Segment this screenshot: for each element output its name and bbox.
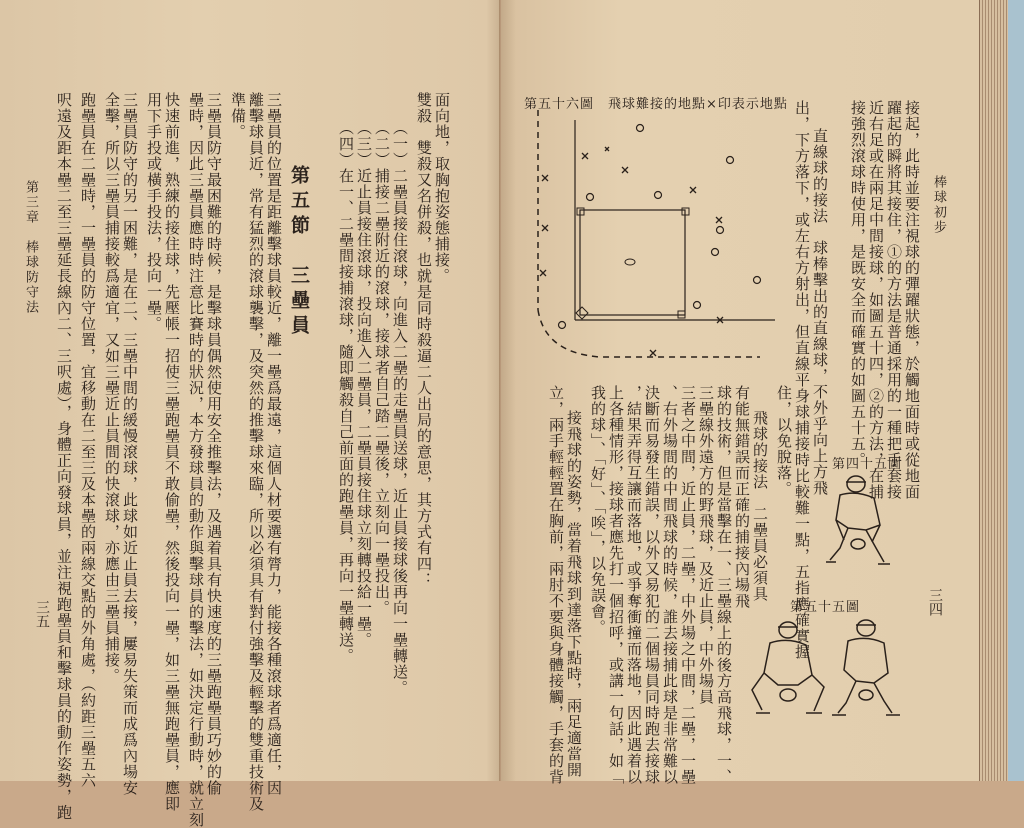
right-text-column: 、右外場間的中間飛球的時候，誰去接捕此球是非常難以 (661, 385, 679, 785)
right-text-column: 接飛球的姿勢，當着飛球到達落下點時，兩足適當開 (565, 410, 583, 778)
left-text-column: （一）二壘員接住滾球，向進入二壘的走壘員送球，近止員接球後再向一壘轉送。 (391, 120, 409, 696)
right-text-column: 近右足或在兩足中間接球，如圖五十四，②的方法，在捕 (867, 100, 885, 500)
right-text-column: 有能無錯誤而正確的捕接內場飛 (733, 385, 751, 609)
right-text-column: 立，兩手輕輕置在胸前，兩肘不要與身體接觸，手套的背 (547, 385, 565, 785)
figure-55-caption: 第五十五圖 (790, 600, 861, 615)
left-text-column: （二）捕接二壘附近的滾球，接球者自己踏二壘後，立刻向一壘投出。 (373, 120, 391, 616)
left-text-column: 三壘員防守最困難的時候，是擊球員偶然使用安全推擊法，及遇着具有快速度的三壘跑壘員巧妙的偷 (205, 92, 223, 796)
right-text-column: 住，以免脫落。 (775, 385, 793, 497)
left-text-column: 壘時，因此三壘員應時時注意比賽時的狀況，本方發球員的動作與擊球員的擊法，如決定行動時，就立刻 (187, 92, 205, 828)
left-text-column: 跑壘員在二壘時，一壘員的防守位置，宜移動在二至三及本壘的兩線交點的外角處，（約距三壘五六 (79, 92, 97, 789)
home-plate (576, 307, 588, 319)
right-page-header: 棒球初步 (931, 175, 946, 235)
figure-56-caption: 第五十六圖 飛球難接的地點×印表示地點 (524, 97, 788, 112)
right-text-column: 飛球的接法 二壘員必須具 (751, 410, 769, 602)
right-text-column: 三壘線外遠方的野飛球，及近止員，中外場員 (697, 385, 715, 705)
foul-territory-arc (538, 310, 760, 357)
left-text-column: 全擊，所以三壘員捕接較爲適宜，又如三壘近止員間的快滾球，亦應由三壘員捕接。 (103, 92, 121, 684)
right-text-column: 三者之中間，近止員，二壘，中外場之中間，二壘，一壘 (679, 385, 697, 785)
section-title: 第五節 三壘員 (288, 165, 310, 340)
background-strip (1008, 0, 1024, 781)
right-text-column: 躍起的瞬將其接住，①的方法是普通採用的一種把手套接 (885, 100, 903, 500)
right-text-column: 直線球的接法 球棒擊出的直線球，不外乎向上方飛 (811, 128, 829, 496)
left-text-column: 準備。 (229, 92, 247, 140)
infield-diagram (520, 95, 790, 375)
left-page-header: 第三章 棒球防守法 (23, 180, 38, 315)
left-text-column: 呎遠及距本壘二至三壘延長線內二、三呎處），身體正向發球員，並注視跑壘員和擊球員的動作姿勢，跑 (55, 92, 73, 821)
figure-54-caption: 第四十五圖 (832, 457, 903, 472)
left-text-column: （三）近止員接住滾球，投向進入二壘員，二壘員接住球立刻轉投給一壘。 (355, 120, 373, 648)
right-text-column: ，結果弄得互讓而落地，或爭奪衝撞而落地，因此遇着以 (625, 385, 643, 785)
infield-square (580, 210, 685, 315)
fielder-markers (559, 125, 761, 329)
left-text-column: 雙殺 雙殺又名併殺，也就是同時殺逼二人出局的意思，其方式有四： (415, 92, 433, 588)
right-text-column: 球的技術，但是當擊在一、三壘線上的後方高飛球，一、 (715, 385, 733, 785)
left-text-column: 快速前進，熟練的接住球，先壓帳一招使三壘跑壘員不敢偷壘，然後投向一壘，如三壘無跑壘員，應即 (163, 92, 181, 812)
right-text-column: 決斷而易發生錯誤，以外又易犯的二個場員同時跑去接球 (643, 385, 661, 785)
fielder-crouching-figure (818, 470, 898, 570)
right-page-number: 三四 (927, 588, 943, 616)
left-text-column: 離擊球員近，常有猛烈的滾球襲擊，及突然的推擊球來臨，所以必須具有對付強擊及輕擊的雙重技術及 (247, 92, 265, 812)
book-spine (486, 0, 516, 781)
fielders-figure-pair (742, 615, 922, 725)
left-text-column: （四）在一、二壘間接捕滾球，隨即觸殺自己前面的跑壘員，再向一壘轉送。 (337, 120, 355, 664)
left-text-column: 三壘員的位置是距離擊球員較近，離一壘爲最遠，這個人材要選有膂力，能接各種滾球者爲適任，因 (265, 92, 283, 796)
left-page-number: 三五 (34, 600, 50, 628)
right-text-column: 接強烈滾球時使用，是既安全而確實的如圖五十五。 (849, 100, 867, 468)
pitcher-mound (625, 259, 635, 265)
difficult-catch-x-marks (540, 147, 723, 356)
left-text-column: 面向地，取胸抱姿態捕接。 (433, 92, 451, 284)
right-text-column: 我的球」、「好」、「唉」，以免誤會。 (589, 385, 607, 636)
left-text-column: 用下手投或橫手投法，投向一壘。 (145, 92, 163, 332)
right-text-column: 接起，此時並要注視球的彈躍狀態，於觸地面時或從地面 (903, 100, 921, 500)
right-text-column: 上各種情形，接球者應先打一個招呼，或講一句話，如「 (607, 385, 625, 785)
right-text-column: 出，下方落下，或左右方射出，但直線平身球捕接時比較難一點，五指應確實握 (793, 100, 811, 660)
left-text-column: 三壘員防守的另一困難，是在二、三壘中間的緩慢滾球，此球如近止員去接，屢易失策而成爲內場安 (121, 92, 139, 796)
